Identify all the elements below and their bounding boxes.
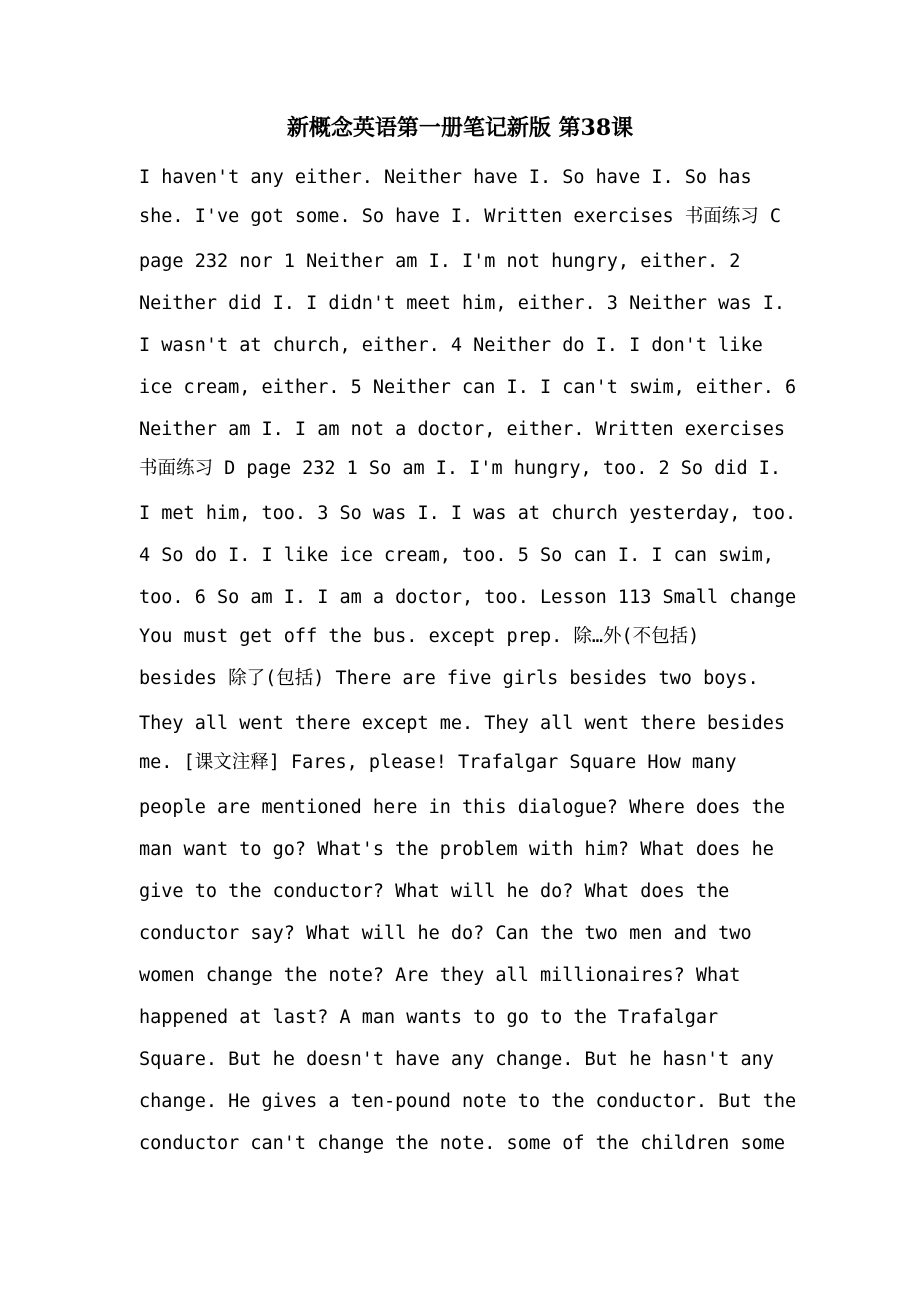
body-line: me. [课文注释] Fares, please! Trafalgar Square How many: [139, 752, 737, 773]
body-line: she. I've got some. So have I. Written exercises 书面练习 C: [139, 206, 782, 227]
body-line: Square. But he doesn't have any change. But he hasn't any: [139, 1049, 774, 1070]
body-line: man want to go? What's the problem with him? What does he: [139, 839, 774, 860]
document-title: 新概念英语第一册笔记新版 第38课: [286, 115, 634, 141]
body-line: Neither am I. I am not a doctor, either. Written exercises: [139, 419, 786, 440]
body-line: ice cream, either. 5 Neither can I. I can't swim, either. 6: [139, 377, 797, 398]
body-line: page 232 nor 1 Neither am I. I'm not hungry, either. 2: [139, 251, 741, 272]
body-line: happened at last? A man wants to go to the Trafalgar: [139, 1007, 719, 1028]
body-line: change. He gives a ten-pound note to the conductor. But the: [139, 1091, 797, 1112]
body-line: give to the conductor? What will he do? What does the: [139, 881, 730, 902]
body-line: They all went there except me. They all went there besides: [139, 713, 786, 734]
body-line: 4 So do I. I like ice cream, too. 5 So can I. I can swim,: [139, 545, 774, 566]
body-line: I met him, too. 3 So was I. I was at church yesterday, too.: [139, 503, 797, 524]
body-line: besides 除了(包括) There are five girls besides two boys.: [139, 668, 759, 689]
body-line: You must get off the bus. except prep. 除…外(不包括): [139, 626, 700, 647]
body-line: conductor say? What will he do? Can the two men and two: [139, 923, 752, 944]
body-line: too. 6 So am I. I am a doctor, too. Lesson 113 Small change: [139, 587, 797, 608]
body-line: women change the note? Are they all millionaires? What: [139, 965, 741, 986]
body-line: I haven't any either. Neither have I. So have I. So has: [139, 167, 752, 188]
body-line: conductor can't change the note. some of the children some: [139, 1133, 786, 1154]
body-line: I wasn't at church, either. 4 Neither do I. I don't like: [139, 335, 763, 356]
body-line: 书面练习 D page 232 1 So am I. I'm hungry, too. 2 So did I.: [139, 458, 782, 479]
body-line: people are mentioned here in this dialogue? Where does the: [139, 797, 786, 818]
body-line: Neither did I. I didn't meet him, either. 3 Neither was I.: [139, 293, 786, 314]
